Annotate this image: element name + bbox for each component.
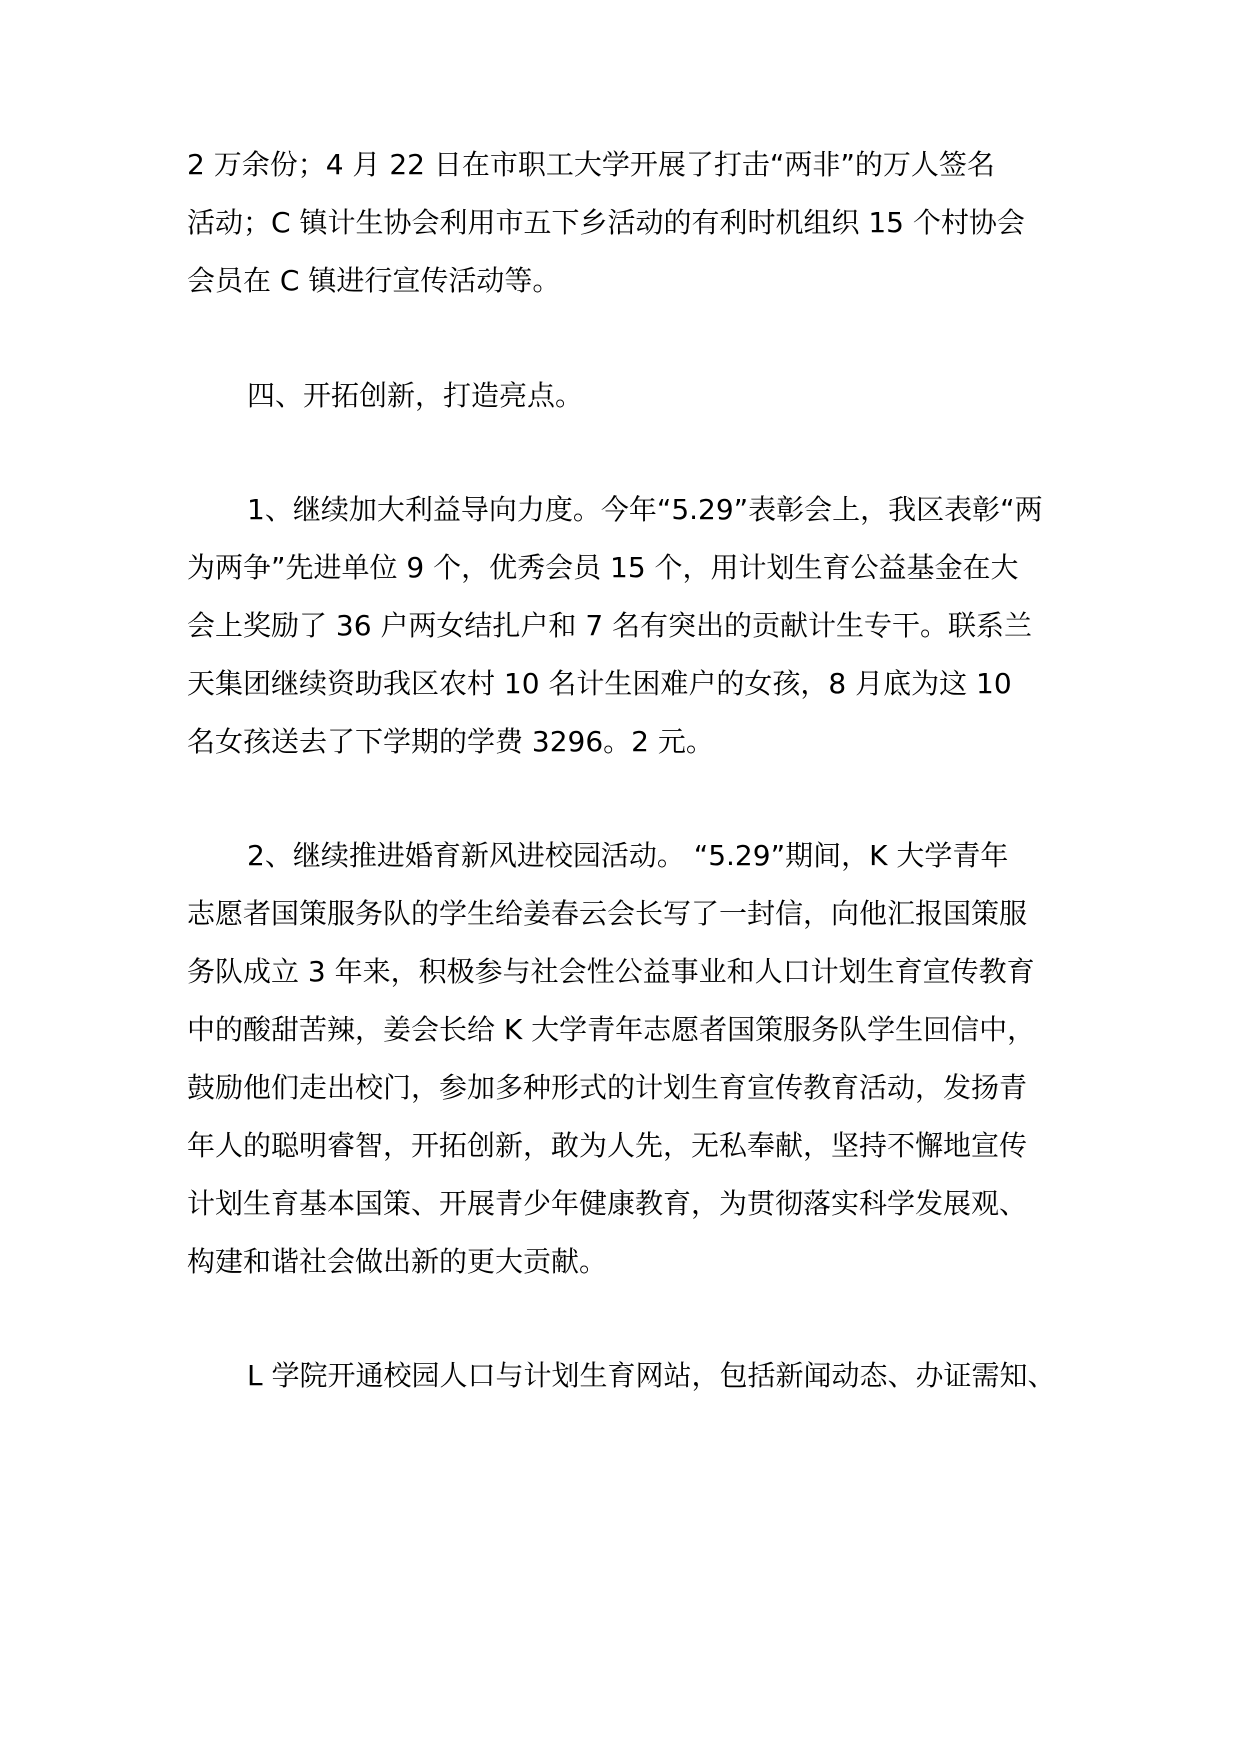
text-line: 1、继续加大利益导向力度。今年“5.29”表彰会上，我区表彰“两 xyxy=(247,493,1043,526)
text-line: 活动；C 镇计生协会利用市五下乡活动的有利时机组织 15 个村协会 xyxy=(187,206,1025,239)
text-line: 计划生育基本国策、开展青少年健康教育，为贯彻落实科学发展观、 xyxy=(187,1187,1028,1220)
text-line: L 学院开通校园人口与计划生育网站，包括新闻动态、办证需知、 xyxy=(247,1359,1056,1392)
text-line: 构建和谐社会做出新的更大贡献。 xyxy=(187,1245,608,1278)
text-line: 中的酸甜苦辣，姜会长给 K 大学青年志愿者国策服务队学生回信中， xyxy=(187,1013,1036,1046)
text-line: 天集团继续资助我区农村 10 名计生困难户的女孩，8 月底为这 10 xyxy=(187,667,1012,700)
text-line: 年人的聪明睿智，开拓创新，敢为人先，无私奉献，坚持不懈地宣传 xyxy=(187,1129,1028,1162)
text-line: 2、继续推进婚育新风进校园活动。 “5.29”期间，K 大学青年 xyxy=(247,839,1009,872)
text-line: 会员在 C 镇进行宣传活动等。 xyxy=(187,264,561,297)
text-line: 鼓励他们走出校门，参加多种形式的计划生育宣传教育活动，发扬青 xyxy=(187,1071,1028,1104)
text-line: 会上奖励了 36 户两女结扎户和 7 名有突出的贡献计生专干。联系兰 xyxy=(187,609,1033,642)
text-line: 名女孩送去了下学期的学费 3296。2 元。 xyxy=(187,725,714,758)
text-line: 2 万余份；4 月 22 日在市职工大学开展了打击“两非”的万人签名 xyxy=(187,148,995,181)
text-line: 志愿者国策服务队的学生给姜春云会长写了一封信，向他汇报国策服 xyxy=(187,897,1028,930)
text-line: 为两争”先进单位 9 个，优秀会员 15 个，用计划生育公益基金在大 xyxy=(187,551,1019,584)
text-line: 务队成立 3 年来，积极参与社会性公益事业和人口计划生育宣传教育 xyxy=(187,955,1035,988)
heading-text: 四、开拓创新，打造亮点。 xyxy=(247,379,584,412)
